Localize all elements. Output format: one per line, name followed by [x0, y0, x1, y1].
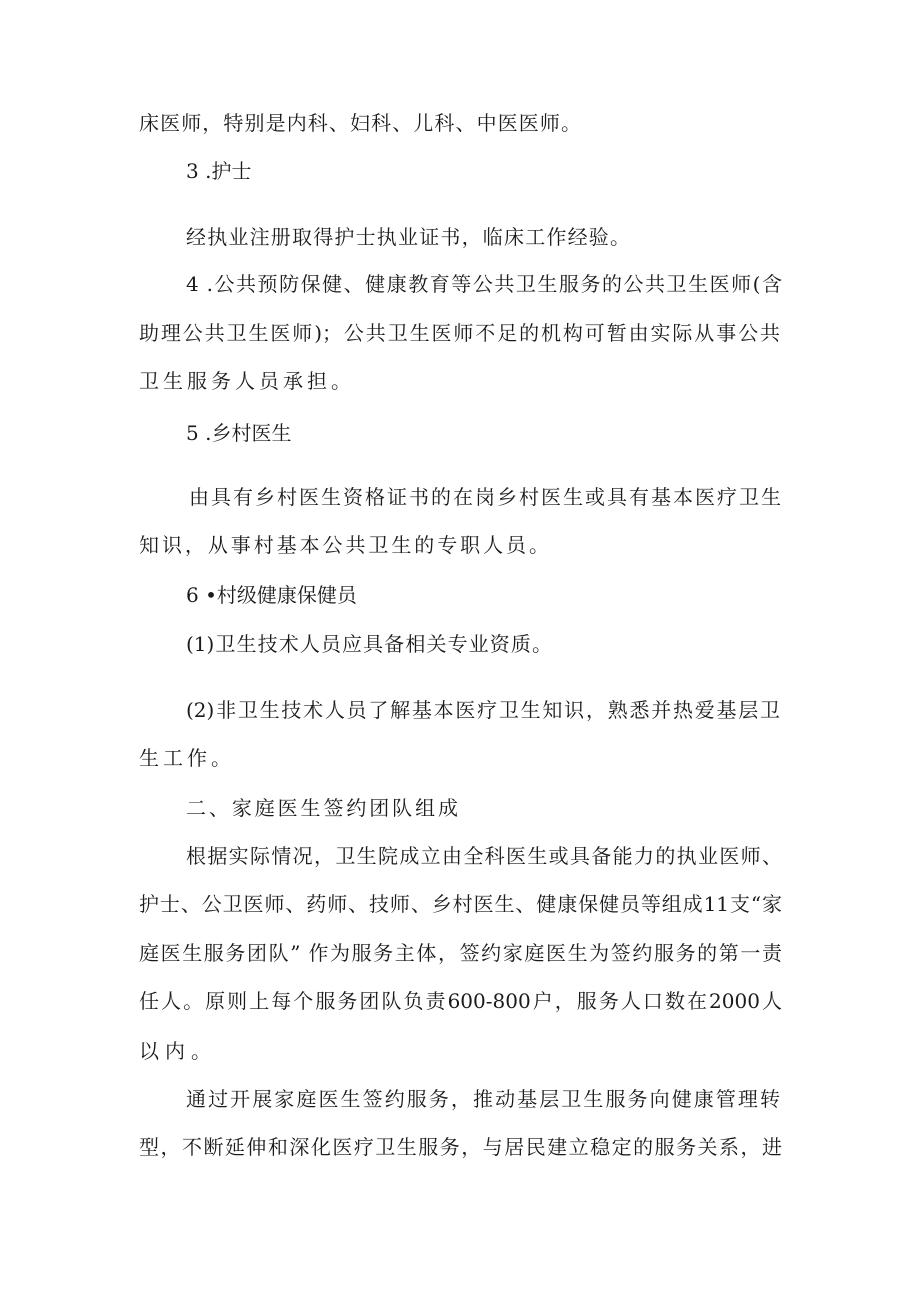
text-line: 床医师，特别是内科、妇科、儿科、中医医师。	[139, 111, 581, 135]
text-line: 经执业注册取得护士执业证书，临床工作经验。	[186, 225, 630, 249]
text-line: 以内。	[139, 1039, 211, 1063]
text-line: 护士、公卫医师、药师、技师、乡村医生、健康保健员等组成11支“家	[139, 892, 782, 916]
section-heading-4: 4 .公共预防保健、健康教育等公共卫生服务的公共卫生医师(含	[186, 272, 782, 296]
text-line: 生工作。	[139, 746, 231, 770]
text-line: 根据实际情况，卫生院成立由全科医生或具备能力的执业医师、	[186, 844, 782, 868]
list-item: (2)非卫生技术人员了解基本医疗卫生知识，熟悉并热爱基层卫	[186, 698, 780, 722]
text-line: 任人。原则上每个服务团队负责600-800户，服务人口数在2000人	[139, 989, 782, 1013]
section-heading-5: 5 .乡村医生	[186, 421, 292, 445]
text-line: 庭医生服务团队” 作为服务主体，签约家庭医生为签约服务的第一责	[139, 941, 782, 965]
list-item: (1)卫生技术人员应具备相关专业资质。	[186, 632, 552, 656]
text-line: 通过开展家庭医生签约服务，推动基层卫生服务向健康管理转	[186, 1087, 780, 1111]
section-heading-3: 3 .护士	[186, 159, 252, 183]
text-line: 知识，从事村基本公共卫生的专职人员。	[139, 533, 549, 557]
text-line: 助理公共卫生医师)；公共卫生医师不足的机构可暂由实际从事公共	[139, 321, 780, 345]
chapter-heading: 二、家庭医生签约团队组成	[186, 796, 458, 820]
text-line: 卫生服务人员承担。	[139, 369, 351, 393]
text-line: 型，不断延伸和深化医疗卫生服务，与居民建立稳定的服务关系，进	[139, 1135, 782, 1159]
section-heading-6: 6 •村级健康保健员	[186, 583, 357, 607]
text-line: 由具有乡村医生资格证书的在岗乡村医生或具有基本医疗卫生	[189, 485, 781, 509]
